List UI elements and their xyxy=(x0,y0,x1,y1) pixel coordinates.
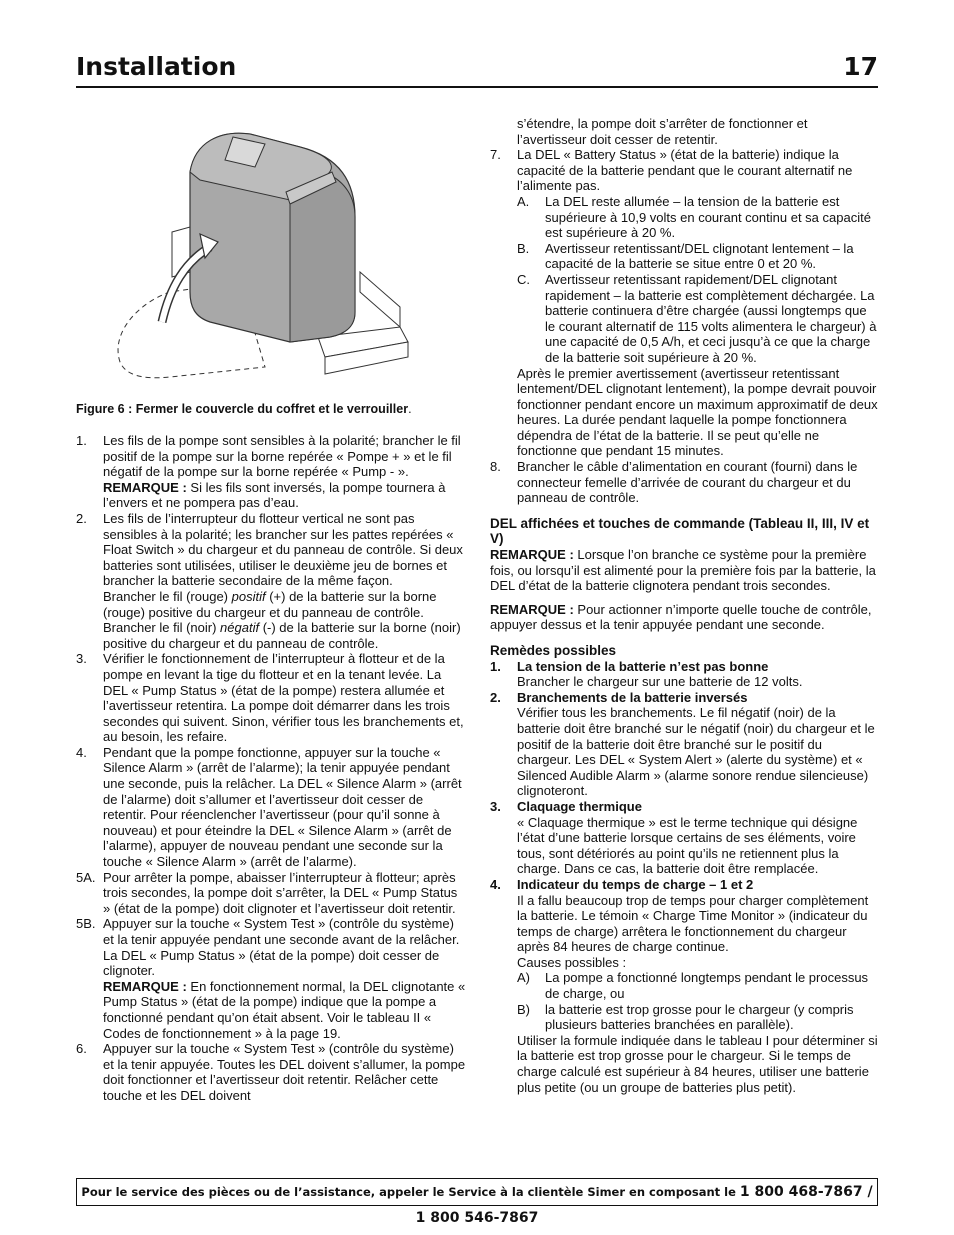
item-text: Les fils de la pompe sont sensibles à la polarité; brancher le fil positif de la pompe sur la borne repérée « Pompe + » et le fil négatif de la pompe sur la borne repérée « Pump - ». xyxy=(103,433,461,480)
remedy-title: La tension de la batterie n’est pas bonne xyxy=(517,658,769,674)
item-text: Vérifier le fonctionnement de l’interrupteur à flotteur et de la pompe en levant la tige du flotteur et en la tenant levée. La DEL « Pump Status » (état de la pompe) restera allumée et l’avertisseur retentira. La pompe doit démarrer dans les trois secondes qui suivent. Sinon, vérifier tous les branchements et, au besoin, les refaire. xyxy=(103,651,464,745)
list-item xyxy=(76,651,468,745)
sub-item xyxy=(517,272,878,366)
sub-item-text: Avertisseur retentissant/DEL clignotant lentement – la capacité de la batterie se situe entre 0 et 20 %. xyxy=(545,240,854,272)
item-number: 1. xyxy=(76,433,87,448)
figure-caption-tail: . xyxy=(408,402,412,416)
cause-letter: A) xyxy=(517,970,530,986)
causes-label: Causes possibles : xyxy=(517,954,627,970)
remedy-item xyxy=(490,799,878,877)
remedy-text: Utiliser la formule indiquée dans le tableau I pour déterminer si la batterie est trop grosse pour le chargeur. Si le temps de charge calculé est supérieur à 84 heures, utiliser une batterie plus petite (ou un groupe de batteries plus petit). xyxy=(517,1032,878,1095)
remark-label: REMARQUE : xyxy=(103,978,187,994)
remedy-item xyxy=(490,690,878,799)
item-number: 6. xyxy=(76,1041,87,1057)
list-item xyxy=(76,745,468,870)
figure-caption-bold: Figure 6 : Fermer le couvercle du coffret et le verrouiller xyxy=(76,402,409,416)
right-column xyxy=(490,116,878,1095)
item-number: 2. xyxy=(76,510,87,526)
remark-label: REMARQUE : xyxy=(490,601,574,617)
left-column xyxy=(76,433,468,1104)
cause-text: la batterie est trop grosse pour le chargeur (y compris plusieurs batteries branchées en parallèle). xyxy=(545,1001,854,1033)
sub-item-letter: B. xyxy=(517,240,530,256)
list-item xyxy=(490,459,878,506)
item-text: Appuyer sur la touche « System Test » (contrôle du système) et la tenir appuyée pendant une seconde avant de la relâcher. La DEL « Pump Status » (état de la pompe) doit cesser de clignoter. xyxy=(103,916,460,979)
page-header xyxy=(76,50,878,88)
remark-text: Si les fils sont inversés, la pompe tournera à l’envers et ne pompera pas d’eau. xyxy=(103,479,446,511)
remedy-text: Brancher le chargeur sur une batterie de 12 volts. xyxy=(517,674,803,690)
item-number: 2. xyxy=(490,689,501,705)
cause-item xyxy=(517,970,878,1001)
list-item xyxy=(76,870,468,917)
remark-paragraph xyxy=(490,547,878,594)
list-item xyxy=(76,433,468,511)
list-item xyxy=(490,147,878,459)
list-item xyxy=(76,1041,468,1103)
sub-item-letter: A. xyxy=(517,193,530,209)
remedy-item xyxy=(490,659,878,690)
remark-text: Lorsque l’on branche ce système pour la première fois, ou lorsqu’il est alimenté pour la première fois par la batterie, la DEL d’état de la batterie clignotera pendant trois secondes. xyxy=(490,547,876,594)
sub-item-text: La DEL reste allumée – la tension de la batterie est supérieure à 10,9 volts en courant continu et sa capacité est supérieure à 20 %. xyxy=(545,193,871,241)
item-text: Après le premier avertissement (avertisseur retentissant lentement/DEL clignotant lentement), la pompe devrait pouvoir fonctionner pendant encore un maximum approximatif de deux heures. La durée pendant laquelle la pompe fonctionnera dépendra de l’état de la batterie. Il se peut qu’elle ne fonctionne que pendant 15 minutes. xyxy=(517,365,878,459)
remedy-text: « Claquage thermique » est le terme technique qui désigne l’état d’une batterie lorsque certains de ses éléments, voire tous, sont détériorés au point qu’ils ne retiennent plus la charge. Dans ce cas, la batterie doit être remplacée. xyxy=(517,814,858,877)
item-continuation: s’étendre, la pompe doit s’arrêter de fonctionner et l’avertisseur doit cesser de retentir. xyxy=(517,116,808,147)
item-number: 3. xyxy=(490,798,501,814)
item-text-italic: positif xyxy=(231,588,266,604)
figure-battery-box-illustration xyxy=(100,112,440,397)
item-number: 4. xyxy=(76,744,87,760)
list-item xyxy=(76,511,468,651)
remedy-title: Branchements de la batterie inversés xyxy=(517,689,748,705)
item-text: Brancher le fil (noir) xyxy=(103,620,221,636)
item-text: Appuyer sur la touche « System Test » (contrôle du système) et la tenir appuyée. Toutes les DEL doivent s’allumer, la pompe doit fonctionner et l’avertisseur doit retentir. Relâcher cette touche et les DEL doivent xyxy=(103,1041,466,1103)
footer-service-banner xyxy=(76,1178,878,1226)
remedy-item xyxy=(490,877,878,1095)
remark-text: En fonctionnement normal, la DEL clignotante « Pump Status » (état de la pompe) indique que la pompe a fonctionné pendant qu’on était absent. Voir le tableau II « Codes de fonctionnement » à la page 19. xyxy=(103,978,466,1041)
remedy-title: Claquage thermique xyxy=(517,798,642,814)
item-text: Les fils de l’interrupteur du flotteur vertical ne sont pas sensibles à la polarité; les brancher sur les pattes repérées « Float Switch » du chargeur et du panneau de contrôle. Si deux batteries sont utilisées, utiliser le deuxième jeu de bornes et brancher la batterie secondaire de la même façon. xyxy=(103,510,463,589)
item-number: 1. xyxy=(490,658,501,674)
remedy-title: Indicateur du temps de charge – 1 et 2 xyxy=(517,876,754,892)
item-number: 8. xyxy=(490,459,501,475)
item-number: 5B. xyxy=(76,916,96,932)
item-number: 4. xyxy=(490,876,501,892)
item-text: Brancher le fil (rouge) xyxy=(103,588,232,604)
item-text: La DEL « Battery Status » (état de la batterie) indique la capacité de la batterie pendant que le courant alternatif ne l’alimente pas. xyxy=(517,147,853,194)
item-text: Pour arrêter la pompe, abaisser l’interrupteur à flotteur; après trois secondes, la pompe doit s’arrêter, la DEL « Pump Status » (état de la pompe) doit clignoter et l’avertisseur doit retentir. xyxy=(103,869,458,916)
item-number: 5A. xyxy=(76,869,96,885)
item-text-italic: négatif xyxy=(220,620,260,636)
item-text: (-) de la batterie sur la borne (noir) positive du chargeur et du panneau de contrôle. xyxy=(103,620,461,651)
cause-letter: B) xyxy=(517,1001,530,1017)
section-heading: DEL affichées et touches de commande (Tableau II, III, IV et V) xyxy=(490,515,870,547)
item-number: 7. xyxy=(490,147,501,163)
remark-label: REMARQUE : xyxy=(490,547,574,563)
cause-text: La pompe a fonctionné longtemps pendant le processus de charge, ou xyxy=(545,970,869,1002)
remedy-text: Il a fallu beaucoup trop de temps pour charger complètement la batterie. Le témoin « Charge Time Monitor » (indicateur du temps de charge) arrêtera le fonctionnement du chargeur après 84 heures de charge continue. xyxy=(517,892,869,955)
sub-item-text: Avertisseur retentissant rapidement/DEL clignotant rapidement – la batterie est complètement déchargée. La batterie continuera d’être chargée (aussi longtemps que le courant alternatif de 115 volts alimentera le chargeur) à une capacité de 0,5 A/h, et ceci jusqu’à ce que la charge de la batterie soit supérieure à 20 %. xyxy=(545,271,877,365)
section-heading: Remèdes possibles xyxy=(490,643,617,658)
footer-phone: 1 800 468-7867 / 1 800 546-7867 xyxy=(415,1184,873,1226)
figure-caption xyxy=(76,402,412,416)
page-number: 17 xyxy=(843,52,878,81)
remark-paragraph xyxy=(490,602,878,633)
sub-item xyxy=(517,194,878,241)
cause-item xyxy=(517,1002,878,1033)
list-item xyxy=(76,916,468,1041)
remedy-text: Vérifier tous les branchements. Le fil négatif (noir) de la batterie doit être branché sur le négatif (noir) du chargeur et le positif de la batterie doit être branché sur le positif du chargeur. Les DEL « System Alert » (alerte du système) et « Silenced Audible Alarm » (alarme sonore rendue silencieuse) clignoteront. xyxy=(517,705,875,799)
footer-text: Pour le service des pièces ou de l’assistance, appeler le Service à la clientèle Simer en composant le xyxy=(81,1185,740,1199)
sub-item xyxy=(517,241,878,272)
page-title: Installation xyxy=(76,52,237,81)
remark-text: Pour actionner n’importe quelle touche de contrôle, appuyer dessus et la tenir appuyée pendant une seconde. xyxy=(490,601,872,633)
item-text: Pendant que la pompe fonctionne, appuyer sur la touche « Silence Alarm » (arrêt de l’alarme); la tenir appuyée pendant une seconde, puis la relâcher. La DEL « Silence Alarm » (arrêt de l’alarme) doit s’allumer et l’avertisseur doit cesser de retentir. Pour réenclencher l’avertisseur (pour qu’il sonne à nouveau) et pour éteindre la DEL « Silence Alarm » (arrêt de l’alarme), appuyer de nouveau pendant une seconde sur la touche « Silence Alarm » (arrêt de l’alarme). xyxy=(103,744,462,870)
item-text: (+) de la batterie sur la borne (rouge) positive du chargeur et du panneau de contrôle. xyxy=(103,588,437,620)
remark-label: REMARQUE : xyxy=(103,479,187,495)
sub-item-letter: C. xyxy=(517,271,530,287)
item-number: 3. xyxy=(76,651,87,667)
item-text: Brancher le câble d’alimentation en courant (fourni) dans le connecteur femelle d’arrivée de courant du chargeur et du panneau de contrôle. xyxy=(517,459,858,506)
